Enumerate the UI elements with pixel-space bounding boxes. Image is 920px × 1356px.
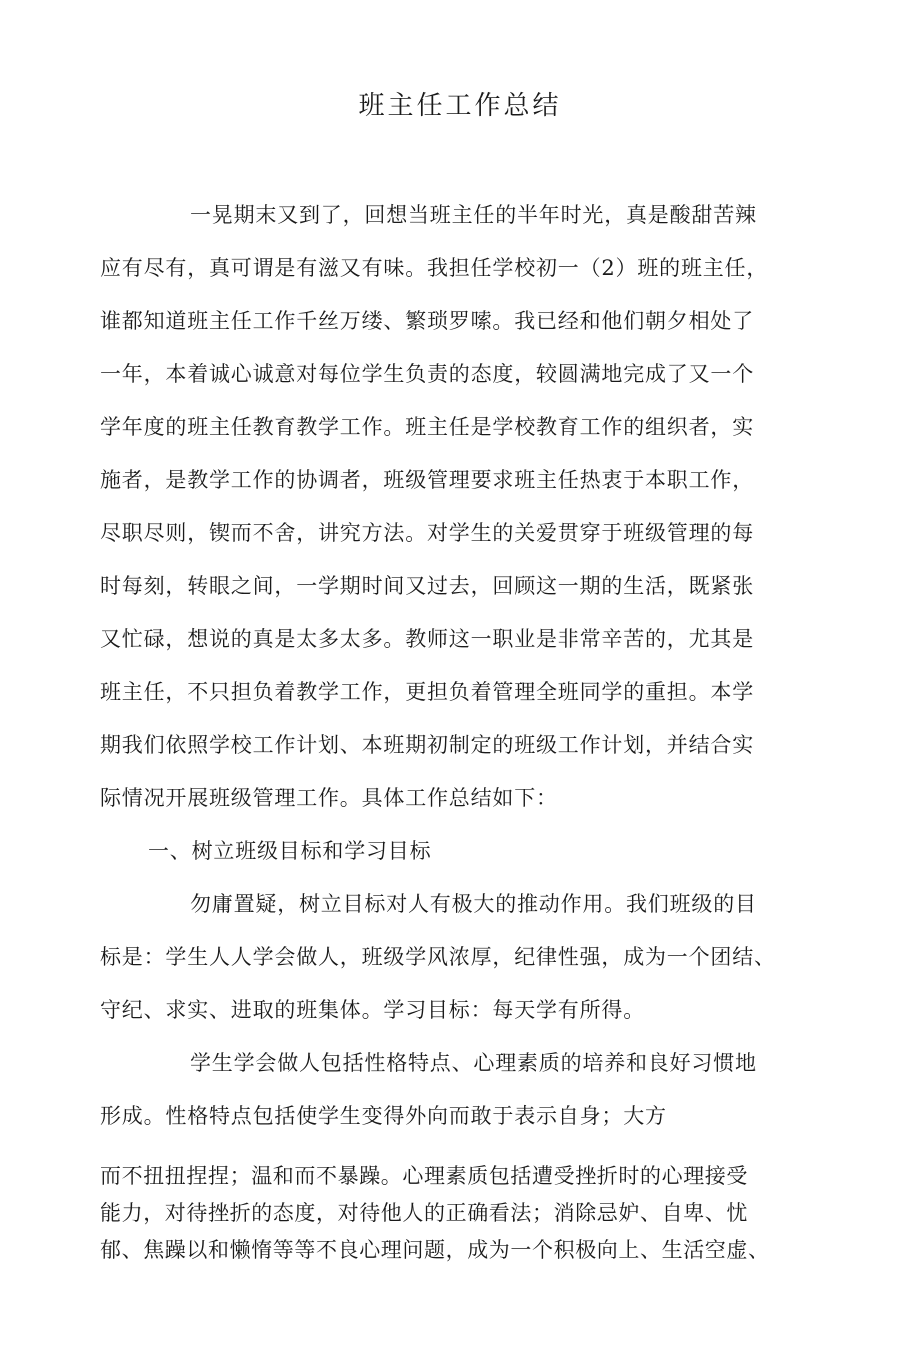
- text-line: 而不扭扭捏捏；温和而不暴躁。心理素质包括遭受挫折时的心理接受: [100, 1164, 748, 1188]
- document-title: 班主任工作总结: [358, 91, 562, 121]
- text-line: 守纪、求实、进取的班集体。学习目标：每天学有所得。: [100, 998, 645, 1022]
- text-line: 能力，对待挫折的态度，对待他人的正确看法；消除忌妒、自卑、忧: [100, 1201, 748, 1225]
- text-line: 谁都知道班主任工作千丝万缕、繁琐罗嗦。我已经和他们朝夕相处了: [100, 309, 754, 333]
- text-line: 时每刻，转眼之间，一学期时间又过去，回顾这一期的生活，既紧张: [100, 574, 754, 598]
- text-line: 形成。性格特点包括使学生变得外向而敢于表示自身；大方: [100, 1104, 667, 1128]
- text-line: 尽职尽则，锲而不舍，讲究方法。对学生的关爱贯穿于班级管理的每: [100, 521, 754, 545]
- text-line: 一年，本着诚心诚意对每位学生负责的态度，较圆满地完成了又一个: [100, 362, 754, 386]
- text-line: 施者，是教学工作的协调者，班级管理要求班主任热衷于本职工作，: [100, 468, 754, 492]
- text-line: 标是：学生人人学会做人，班级学风浓厚，纪律性强，成为一个团结、: [100, 945, 776, 969]
- text-line: 应有尽有，真可谓是有滋又有味。我担任学校初一（2）班的班主任，: [100, 256, 769, 280]
- text-line: 学生学会做人包括性格特点、心理素质的培养和良好习惯地: [190, 1051, 757, 1075]
- text-line: 际情况开展班级管理工作。具体工作总结如下：: [100, 786, 558, 810]
- text-line: 一晃期末又到了，回想当班主任的半年时光，真是酸甜苦辣: [190, 203, 757, 227]
- section-heading: 一、树立班级目标和学习目标: [148, 839, 432, 863]
- text-line: 班主任，不只担负着教学工作，更担负着管理全班同学的重担。本学: [100, 680, 754, 704]
- text-line: 又忙碌，想说的真是太多太多。教师这一职业是非常辛苦的，尤其是: [100, 627, 754, 651]
- text-line: 郁、焦躁以和懒惰等等不良心理问题，成为一个积极向上、生活空虚、: [100, 1238, 770, 1262]
- text-line: 期我们依照学校工作计划、本班期初制定的班级工作计划，并结合实: [100, 733, 754, 757]
- text-line: 勿庸置疑，树立目标对人有极大的推动作用。我们班级的目: [190, 892, 757, 916]
- text-line: 学年度的班主任教育教学工作。班主任是学校教育工作的组织者，实: [100, 415, 754, 439]
